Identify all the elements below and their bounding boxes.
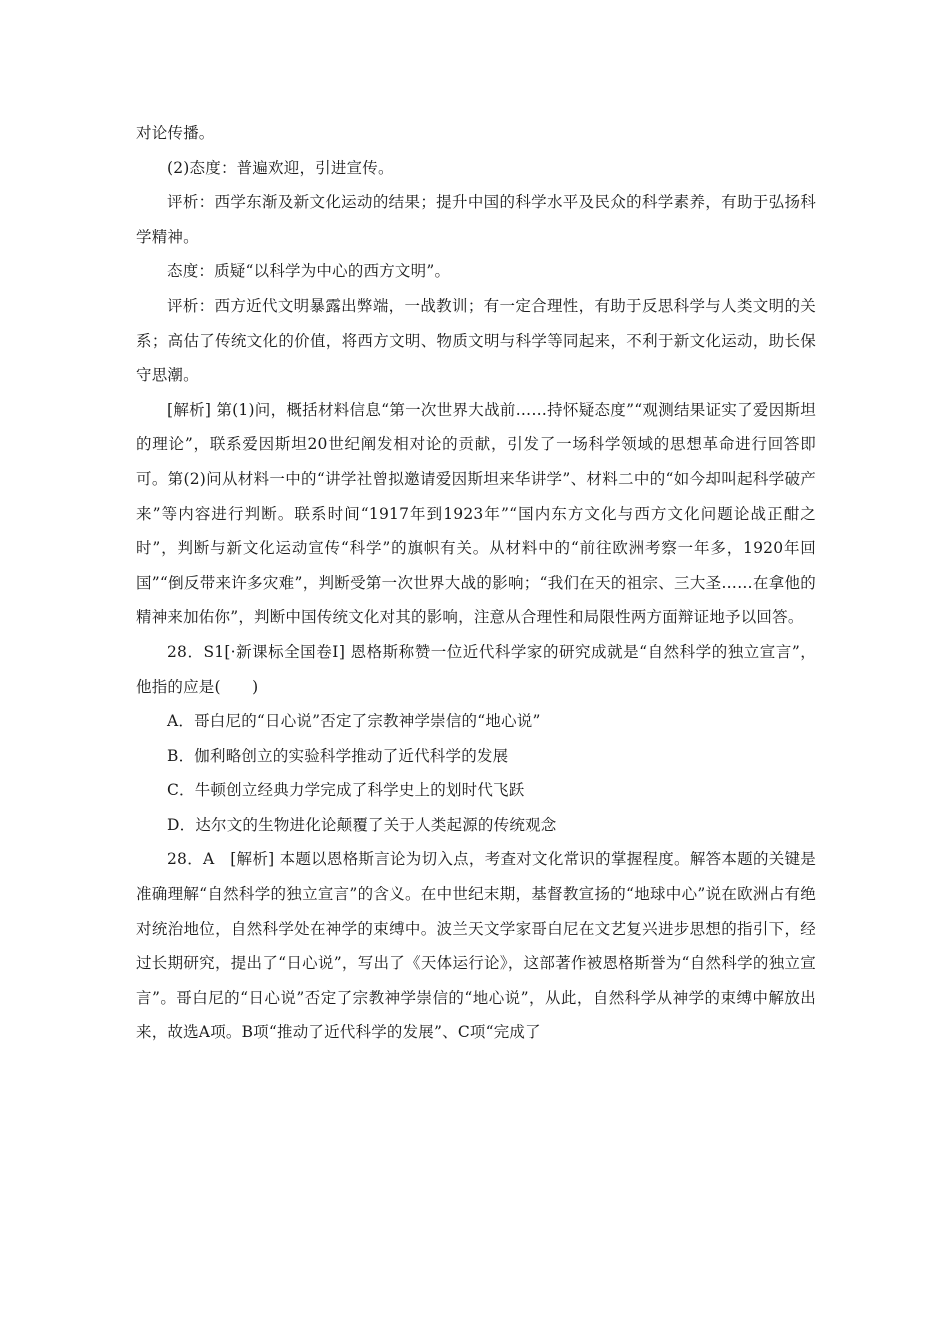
option-a: A．哥白尼的“日心说”否定了宗教神学崇信的“地心说” [167, 712, 541, 731]
paragraph-attitude-1: (2)态度：普遍欢迎，引进宣传。 [167, 158, 394, 177]
document-body [136, 116, 816, 1050]
answer-28-analysis: 28．A [解析] 本题以恩格斯言论为切入点，考查对文化常识的掌握程度。解答本题的关键是准确理解“自然科学的独立宣言”的含义。在中世纪末期，基督教宣扬的“地球中心”说在欧洲占有绝对统治地位，自然科学处在神学的束缚中。波兰天文学家哥白尼在文艺复兴进步思想的指引下，经过长期研究，提出了“日心说”，写出了《天体运行论》，这部著作被恩格斯誉为“自然科学的独立宣言”。哥白尼的“日心说”否定了宗教神学崇信的“地心说”，从此，自然科学从神学的束缚中解放出来，故选A项。B项“推动了近代科学的发展”、C项“完成了 [136, 850, 816, 1042]
paragraph-evaluation-2: 评析：西方近代文明暴露出弊端，一战教训；有一定合理性，有助于反思科学与人类文明的关系；高估了传统文化的价值，将西方文明、物质文明与科学等同起来，不利于新文化运动，助长保守思潮。 [136, 296, 816, 385]
option-c: C．牛顿创立经典力学完成了科学史上的划时代飞跃 [167, 781, 525, 800]
paragraph-analysis: [解析] 第(1)问，概括材料信息“第一次世界大战前……持怀疑态度”“观测结果证实了爱因斯坦的理论”，联系爱因斯坦20世纪阐发相对论的贡献，引发了一场科学领域的思想革命进行回答即可。第(2)问从材料一中的“讲学社曾拟邀请爱因斯坦来华讲学”、材料二中的“如今却叫起科学破产来”等内容进行判断。联系时间“1917年到1923年”“国内东方文化与西方文化问题论战正酣之时”，判断与新文化运动宣传“科学”的旗帜有关。从材料中的“前往欧洲考察一年多，1920年回国”“倒反带来许多灾难”，判断受第一次世界大战的影响；“我们在天的祖宗、三大圣……在拿他的精神来加佑你”，判断中国传统文化对其的影响，注意从合理性和局限性两方面辩证地予以回答。 [136, 400, 816, 627]
paragraph-attitude-2: 态度：质疑“以科学为中心的西方文明”。 [167, 262, 451, 281]
option-b: B．伽利略创立的实验科学推动了近代科学的发展 [167, 746, 509, 765]
paragraph-evaluation-1: 评析：西学东渐及新文化运动的结果；提升中国的科学水平及民众的科学素养，有助于弘扬科学精神。 [136, 193, 816, 246]
option-d: D．达尔文的生物进化论颠覆了关于人类起源的传统观念 [167, 815, 557, 834]
paragraph-continuation: 对论传播。 [136, 124, 215, 142]
question-28: 28．S1[·新课标全国卷Ⅰ] 恩格斯称赞一位近代科学家的研究成就是“自然科学的独立宣言”，他指的应是( ) [136, 642, 816, 696]
